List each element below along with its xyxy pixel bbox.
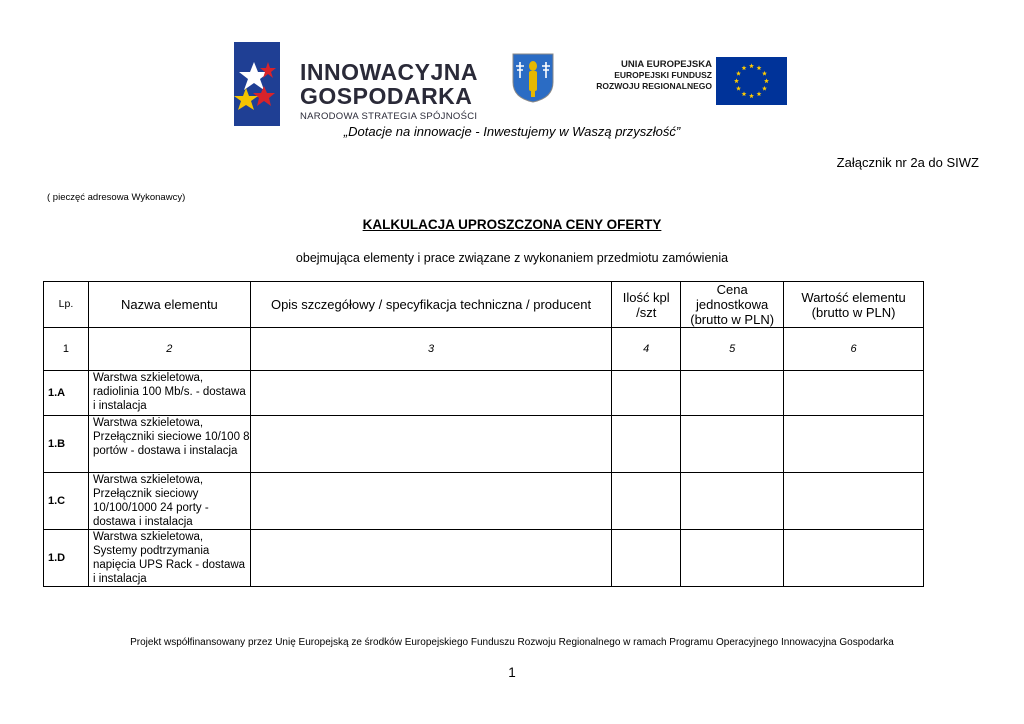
contractor-stamp-label: ( pieczęć adresowa Wykonawcy) bbox=[47, 192, 186, 203]
column-number: 1 bbox=[44, 328, 89, 371]
coat-of-arms-icon bbox=[511, 52, 555, 104]
row-quantity-cell[interactable] bbox=[612, 371, 681, 416]
row-element-name: Warstwa szkieletowa, radiolinia 100 Mb/s. - dostawa i instalacja bbox=[88, 371, 250, 416]
row-value-cell[interactable] bbox=[784, 473, 924, 530]
column-number: 6 bbox=[784, 328, 924, 371]
row-element-name: Warstwa szkieletowa, Systemy podtrzymania napięcia UPS Rack - dostawa i instalacja bbox=[88, 530, 250, 587]
eu-flag-icon bbox=[716, 57, 787, 105]
header-quantity: Ilość kpl /szt bbox=[612, 282, 681, 328]
row-description-cell[interactable] bbox=[250, 371, 611, 416]
row-value-cell[interactable] bbox=[784, 530, 924, 587]
header-logos bbox=[0, 40, 1024, 136]
table-row bbox=[44, 530, 924, 587]
column-number: 2 bbox=[88, 328, 250, 371]
row-description-cell[interactable] bbox=[250, 473, 611, 530]
table-row bbox=[44, 416, 924, 473]
row-unit-price-cell[interactable] bbox=[681, 371, 784, 416]
row-description-cell[interactable] bbox=[250, 530, 611, 587]
program-logo-line3: NARODOWA STRATEGIA SPÓJNOŚCI bbox=[300, 111, 478, 122]
eu-logo-text bbox=[586, 59, 712, 92]
header-value: Wartość elementu (brutto w PLN) bbox=[784, 282, 924, 328]
table-row bbox=[44, 473, 924, 530]
row-value-cell[interactable] bbox=[784, 416, 924, 473]
header-name: Nazwa elementu bbox=[88, 282, 250, 328]
row-unit-price-cell[interactable] bbox=[681, 473, 784, 530]
eu-logo-line1: UNIA EUROPEJSKA bbox=[621, 59, 712, 70]
eu-logo-line2: EUROPEJSKI FUNDUSZ bbox=[614, 70, 712, 80]
document-subtitle: obejmująca elementy i prace związane z wykonaniem przedmiotu zamówienia bbox=[295, 251, 729, 265]
header-unit-price: Cena jednostkowa (brutto w PLN) bbox=[681, 282, 784, 328]
column-number-row bbox=[44, 328, 924, 371]
row-quantity-cell[interactable] bbox=[612, 473, 681, 530]
program-logo-line2: GOSPODARKA bbox=[300, 83, 473, 109]
header-description: Opis szczegółowy / specyfikacja techniczna / producent bbox=[250, 282, 611, 328]
document-title: KALKULACJA UPROSZCZONA CENY OFERTY bbox=[362, 217, 662, 232]
row-quantity-cell[interactable] bbox=[612, 530, 681, 587]
column-number: 3 bbox=[250, 328, 611, 371]
page-number: 1 bbox=[508, 665, 516, 680]
row-element-name: Warstwa szkieletowa, Przełącznik sieciowy 10/100/1000 24 porty - dostawa i instalacja bbox=[88, 473, 250, 530]
motto: „Dotacje na innowacje - Inwestujemy w Waszą przyszłość” bbox=[343, 124, 681, 139]
table-header-row bbox=[44, 282, 924, 328]
cofinancing-footer: Projekt współfinansowany przez Unię Europejską ze środków Europejskiego Funduszu Rozwoju Regionalnego w ramach Programu Operacyjnego Innowacyjna Gospodarka bbox=[130, 637, 894, 648]
column-number: 4 bbox=[612, 328, 681, 371]
row-unit-price-cell[interactable] bbox=[681, 416, 784, 473]
row-code: 1.B bbox=[44, 416, 89, 473]
row-code: 1.C bbox=[44, 473, 89, 530]
program-flag-icon bbox=[234, 42, 280, 126]
row-code: 1.A bbox=[44, 371, 89, 416]
header-lp: Lp. bbox=[44, 282, 89, 328]
row-code: 1.D bbox=[44, 530, 89, 587]
row-unit-price-cell[interactable] bbox=[681, 530, 784, 587]
column-number: 5 bbox=[681, 328, 784, 371]
row-value-cell[interactable] bbox=[784, 371, 924, 416]
row-description-cell[interactable] bbox=[250, 416, 611, 473]
table-row bbox=[44, 371, 924, 416]
row-element-name: Warstwa szkieletowa, Przełączniki sieciowe 10/100 8 portów - dostawa i instalacja bbox=[88, 416, 250, 473]
program-logo-line1: INNOWACYJNA bbox=[300, 59, 479, 85]
price-calculation-table bbox=[43, 281, 924, 587]
row-quantity-cell[interactable] bbox=[612, 416, 681, 473]
eu-logo-line3: ROZWOJU REGIONALNEGO bbox=[596, 81, 712, 91]
annex-label: Załącznik nr 2a do SIWZ bbox=[836, 155, 979, 170]
innowacyjna-gospodarka-logo bbox=[234, 42, 484, 126]
